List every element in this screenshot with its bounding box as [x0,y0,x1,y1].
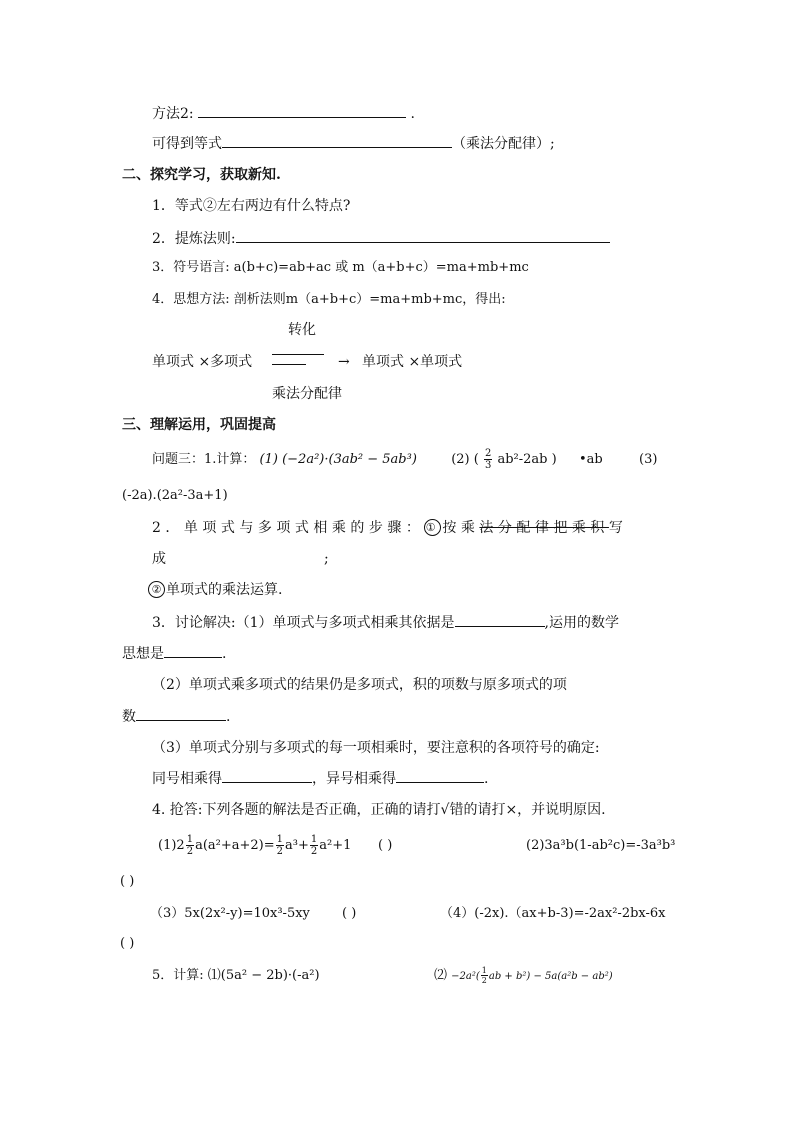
question-3: 3．符号语言: a(b+c)=ab+ac 或 m（a+b+c）=ma+mb+mc [152,260,529,275]
equation-blank[interactable] [222,133,452,148]
line-equation: 可得到等式 （乘法分配律）; [152,133,555,154]
line-method2: 方法2: . [152,103,415,124]
quick-row-3: （3）5x(2x²-y)=10x³-5xy [150,906,310,921]
method2-label: 方法2: [152,106,194,122]
problem-3-line: 问题三：1.计算： (1) (−2a²)·(3ab² − 5ab³) (2) ( $\frac{2}{3}$ ab²-2ab ) •ab (3) [152,448,658,471]
same-sign-blank[interactable] [222,768,312,783]
expr-1: (1) (−2a²)·(3ab² − 5ab³) [259,452,417,467]
answer-paren-1[interactable]: ( ) [378,838,393,853]
diff-sign-blank[interactable] [396,768,484,783]
steps-line: 2．单项式与多项式相乘的步骤：① 按乘法分配律把乘积写 [152,520,628,536]
discussion-2-line-2: 数 . [122,706,230,727]
fraction-2-3: $\frac{2}{3}$ [484,448,492,471]
diagram-arrow: → [338,354,350,370]
quick-answer-prompt: 4. 抢答:下列各题的解法是否正确，正确的请打√错的请打×，并说明原因. [152,802,606,818]
quick-row-3-item-4: （4）(-2x).（ax+b-3)=-2ax²-2bx-6x [440,906,666,921]
diagram-bottom-label: 乘法分配律 [272,386,342,402]
basis-blank[interactable] [455,612,545,627]
discussion-line-2: 思想是 . [122,643,226,664]
diagram-top-label: 转化 [288,322,316,338]
discussion-line: 3．讨论解决:（1）单项式与多项式相乘其依据是 ,运用的数学 [152,612,619,633]
calc-5-expr-1: ⑴(5a² − 2b)·(-a²) [207,968,320,983]
answer-paren-4[interactable]: ( ) [120,936,135,951]
question-1: 1．等式②左右两边有什么特点? [152,198,351,214]
diagram-left: 单项式 ×多项式 [152,354,253,370]
calc-5-line: 5．计算: ⑴(5a² − 2b)·(-a²) [152,968,320,983]
steps-line-3: ② 单项式的乘法运算. [148,580,282,600]
quick-row-1: (1)2 $\frac{1}{2}$ a(a²+a+2)= $\frac{1}{2}$ a³+ $\frac{1}{2}$ a²+1 [158,834,352,857]
diagram-line [272,354,324,355]
discussion-3-line-2: 同号相乘得 ，异号相乘得 . [152,768,488,789]
question-2: 2．提炼法则: [152,228,610,249]
question-4: 4．思想方法: 剖析法则m（a+b+c）=ma+mb+mc，得出: [152,292,506,307]
calc-5-expr-2: ⑵ −2a²( $\frac{1}{2}$ ab + b²) − 5a(a²b − ab²) [434,966,613,985]
quick-row-1-item-2: (2)3a³b(1-ab²c)=-3a³b³ [526,838,676,853]
diagram-right: 单项式 ×单项式 [362,354,463,370]
problem-3-line-2: (-2a).(2a²-3a+1) [122,488,228,503]
method2-blank[interactable] [198,103,406,118]
section-2-heading: 二、探究学习，获取新知. [122,167,281,183]
rule-blank[interactable] [236,228,610,243]
answer-paren-3[interactable]: ( ) [342,906,357,921]
section-3-heading: 三、理解运用，巩固提高 [122,417,276,433]
discussion-2-line: （2）单项式乘多项式的结果仍是多项式，积的项数与原多项式的项 [152,677,567,693]
discussion-3-line: （3）单项式分别与多项式的每一项相乘时，要注意积的各项符号的确定: [152,740,600,756]
terms-blank[interactable] [136,706,226,721]
diagram-line-2 [272,364,306,365]
steps-line-2: 成 ; [152,551,329,567]
thought-blank[interactable] [164,643,222,658]
answer-paren-2[interactable]: ( ) [120,874,135,889]
